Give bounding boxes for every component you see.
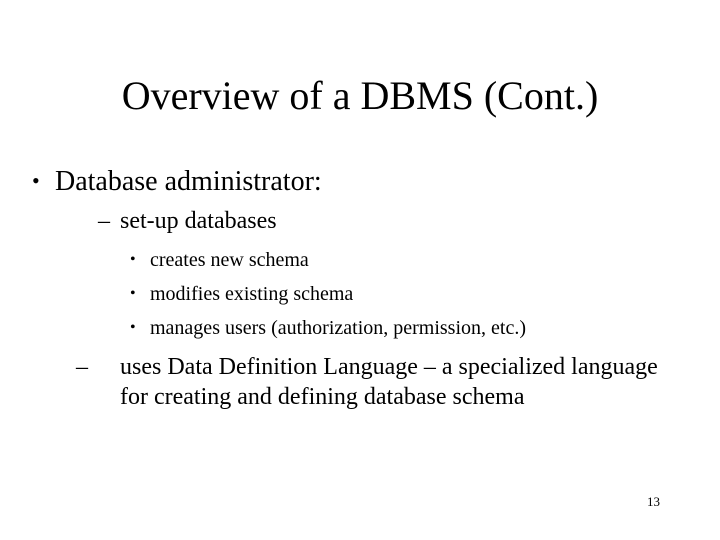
subbullet-ddl bbox=[76, 352, 658, 412]
subsubbullet-text: modifies existing schema bbox=[150, 283, 354, 305]
bullet-marker: • bbox=[130, 319, 136, 336]
bullet-marker: • bbox=[130, 251, 136, 268]
subbullet-text: set-up databases bbox=[120, 208, 277, 234]
subsubbullet-manages-users bbox=[130, 316, 526, 340]
bullet-marker: • bbox=[32, 168, 40, 193]
bullet-database-administrator bbox=[32, 163, 322, 200]
subsubbullet-text: manages users (authorization, permission, etc.) bbox=[150, 317, 526, 339]
dash-marker: – bbox=[76, 354, 88, 380]
subsubbullet-creates-schema bbox=[130, 248, 309, 272]
subbullet-text: uses Data Definition Language – a specialized language for creating and defining database schema bbox=[120, 354, 658, 410]
bullet-text: Database administrator: bbox=[55, 166, 322, 197]
subsubbullet-modifies-schema bbox=[130, 282, 353, 306]
bullet-marker: • bbox=[130, 285, 136, 302]
dash-marker: – bbox=[98, 208, 110, 234]
subbullet-setup-databases bbox=[98, 206, 277, 236]
slide-title: Overview of a DBMS (Cont.) bbox=[121, 73, 599, 118]
page-number: 13 bbox=[647, 494, 660, 509]
subsubbullet-text: creates new schema bbox=[150, 249, 309, 271]
